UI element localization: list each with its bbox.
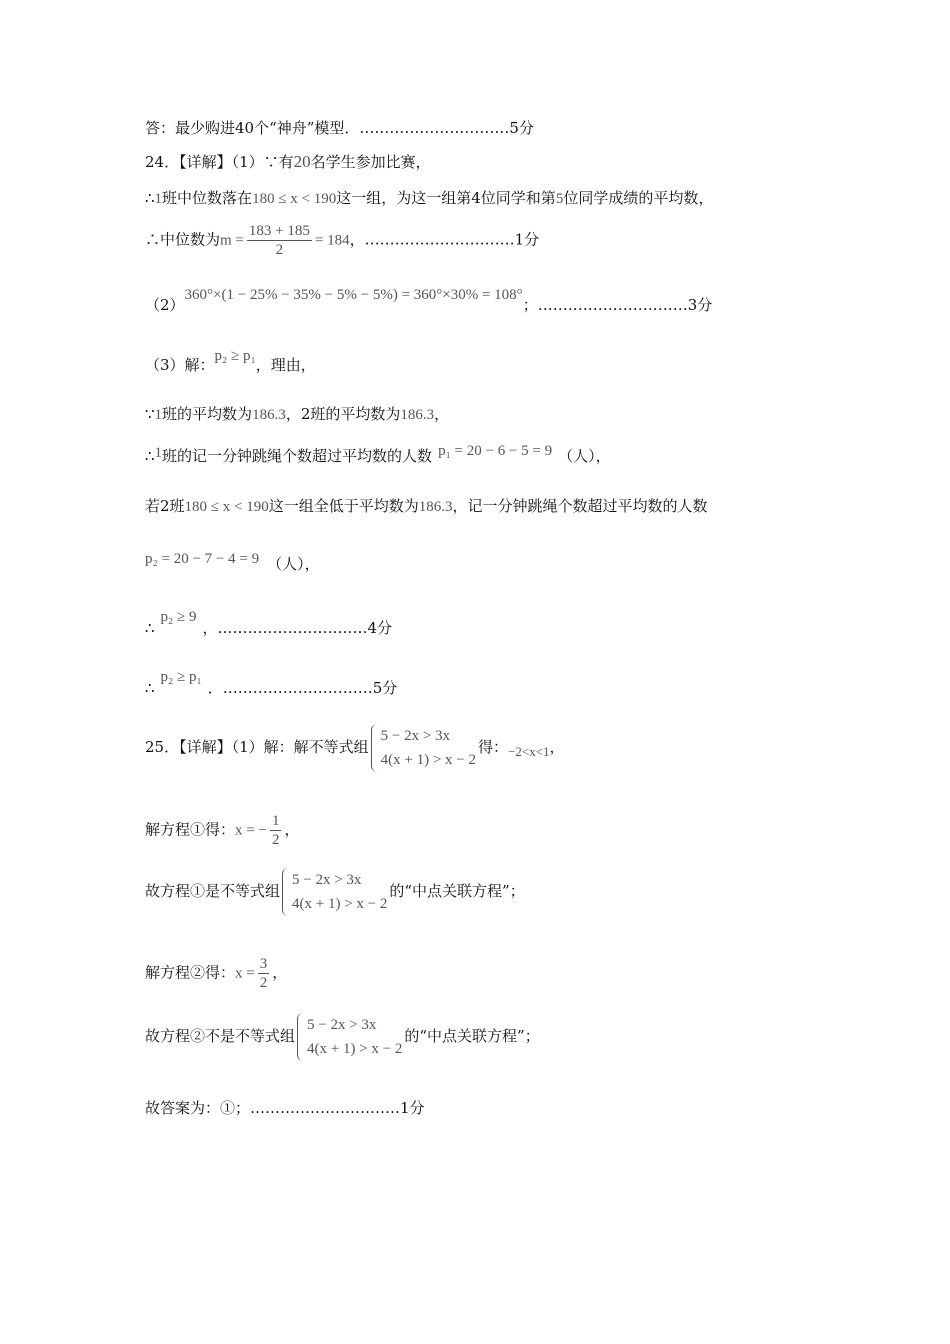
line-25-eq2-conclusion (145, 1013, 540, 1061)
denominator: 2 (275, 242, 284, 258)
text: 这一组全低于平均数为 (268, 497, 419, 515)
number: 186.3 (418, 499, 453, 515)
text: ， (549, 738, 565, 756)
text: ，记一分钟跳绳个数超过平均数的人数 (452, 497, 708, 515)
numerator: 183 + 185 (248, 223, 310, 239)
brace (282, 868, 291, 916)
text: 故方程②不是不等式组 (145, 1027, 296, 1045)
line-24-intro (145, 152, 431, 172)
angle-expression: 360°×(1 − 25% − 35% − 5% − 5%) = 360°×30% = 108° (184, 287, 523, 303)
denominator: 2 (271, 832, 280, 848)
inequality-row: 5 − 2x > 3x (307, 1017, 377, 1033)
therefore-symbol: ∴ (145, 679, 155, 697)
fraction (247, 222, 312, 259)
text: 24．【详解】（1）∵有 (145, 153, 294, 171)
text: （3）解： (145, 356, 215, 374)
text: ， (272, 963, 288, 982)
text: 这一组，为这一组第4位同学和第 (336, 189, 556, 207)
math: p₂ ≥ 9 (160, 609, 197, 625)
number: 1 (154, 191, 163, 207)
number: 1 (154, 445, 163, 461)
text: ；…………………………3分 (522, 296, 713, 314)
text: ，…………………………1分 (349, 230, 540, 249)
number: 1 (154, 407, 163, 423)
text: 的“中点关联方程”； (389, 882, 525, 900)
line-24-median-value (145, 222, 539, 259)
brace (297, 1013, 306, 1061)
text: 得： (478, 738, 509, 756)
inequality-row: 4(x + 1) > x − 2 (292, 896, 388, 912)
math: p₂ ≥ p₁ (160, 669, 202, 685)
line-24-part2 (145, 287, 713, 314)
inequality-system (282, 868, 387, 916)
text: ，2班的平均数为 (285, 405, 401, 423)
text: （人）， (558, 447, 611, 465)
text: 班的记一分钟跳绳个数超过平均数的人数 (162, 447, 433, 465)
text: ，…………………………4分 (202, 619, 393, 637)
text: ∴中位数为 (145, 230, 221, 249)
math: p₂ ≥ p₁ (214, 348, 256, 364)
denominator: 2 (259, 975, 268, 991)
brace (371, 724, 380, 772)
number: 186.3 (252, 407, 286, 423)
inequality-row: 5 − 2x > 3x (380, 728, 451, 744)
answer-text: 故答案为：①；…………………………1分 (145, 1099, 425, 1117)
therefore-symbol: ∴ (145, 619, 155, 637)
line-25-eq1-conclusion (145, 868, 525, 916)
line-24-class2 (145, 496, 708, 517)
line-24-averages (145, 404, 449, 425)
line-25-solve-1 (145, 812, 299, 849)
therefore-symbol: ∴ (145, 189, 155, 207)
number: 5 (555, 191, 564, 207)
text: 位同学成绩的平均数， (563, 189, 714, 207)
line-24-p1 (145, 443, 611, 467)
fraction (258, 955, 270, 992)
line-25-solve-2 (145, 955, 287, 992)
line-25-intro (145, 724, 565, 772)
inequality-row: 4(x + 1) > x − 2 (380, 752, 477, 768)
text: 班中位数落在 (162, 189, 253, 207)
text: 故方程①是不等式组 (145, 882, 281, 900)
math: p₁ = 20 − 6 − 5 = 9 (438, 443, 553, 459)
inequality: 180 ≤ x < 190 (184, 499, 269, 515)
text: 解方程①得： (145, 820, 236, 839)
numerator: 3 (259, 956, 268, 972)
text: 解方程②得： (145, 963, 236, 982)
therefore-symbol: ∴ (145, 447, 155, 465)
answer-text: 答：最少购进40个“神舟”模型．…………………………5分 (145, 119, 534, 137)
text: ， (434, 405, 450, 423)
fraction (270, 812, 282, 849)
solution-range: −2<x<1 (508, 744, 550, 759)
math: m = (220, 232, 244, 249)
text: （2） (145, 296, 185, 314)
text: 的“中点关联方程”； (404, 1027, 540, 1045)
numerator: 1 (271, 813, 280, 829)
line-answer-23 (145, 118, 534, 138)
inequality-row: 5 − 2x > 3x (292, 872, 362, 888)
inequality-system (371, 724, 476, 772)
inequality-system (297, 1013, 402, 1061)
text: 25．【详解】（1）解：解不等式组 (145, 738, 369, 756)
number: 186.3 (400, 407, 435, 423)
text: ．…………………………5分 (207, 679, 398, 697)
text: （人）， (267, 555, 320, 573)
because-symbol: ∵ (145, 405, 155, 423)
math: x = (235, 965, 255, 982)
number: 20 (293, 152, 311, 171)
text: 班的平均数为 (162, 405, 253, 423)
inequality-row: 4(x + 1) > x − 2 (307, 1041, 403, 1057)
text: 若2班 (145, 497, 185, 515)
text: ， (284, 820, 300, 839)
line-24-part3 (145, 348, 316, 376)
line-24-p2 (145, 551, 320, 575)
line-24-median (145, 188, 713, 209)
line-24-p2-ge-9 (145, 609, 393, 639)
line-25-answer (145, 1098, 425, 1118)
text: ，理由， (255, 356, 316, 374)
math: x = − (235, 822, 267, 839)
inequality: 180 ≤ x < 190 (252, 191, 337, 207)
math: p₂ = 20 − 7 − 4 = 9 (145, 551, 260, 567)
line-24-conclusion (145, 669, 398, 699)
text: 名学生参加比赛， (310, 153, 431, 171)
math: = 184 (314, 232, 350, 249)
